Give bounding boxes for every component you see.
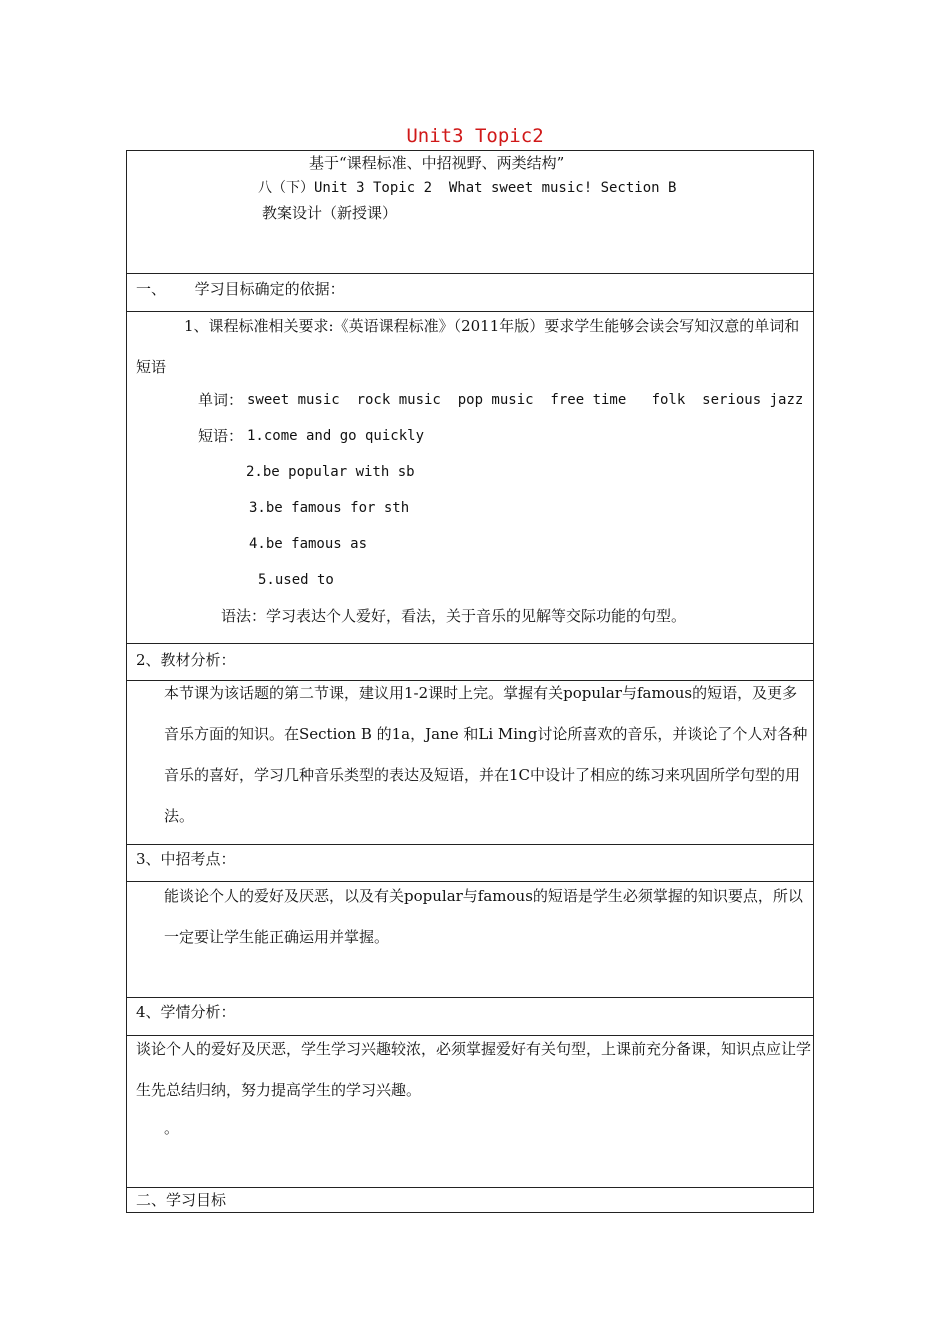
phrases-label: 短语： [198, 427, 244, 445]
phrase-item: 3.be famous for sth [249, 500, 410, 516]
header-line-3: 教案设计（新授课） [262, 204, 398, 222]
textbook-analysis [136, 673, 812, 837]
document-title: Unit3 Topic2 [406, 125, 544, 147]
header-line-2: 八（下）Unit 3 Topic 2 What sweet music! Section B [258, 180, 677, 196]
section-1-heading: 一、 学习目标确定的依据： [136, 280, 345, 298]
section-4-body-cell [127, 1035, 813, 1187]
phrase-item: 4.be famous as [249, 536, 368, 552]
section-2-heading: 2、教材分析： [136, 651, 236, 669]
trailing-mark: 。 [164, 1119, 180, 1137]
section-5-heading-cell [127, 1187, 813, 1212]
section-3-body-cell [127, 881, 813, 997]
header-line-1: 基于“课程标准、中招视野、两类结构” [309, 154, 565, 172]
section-4-heading: 4、学情分析： [136, 1003, 236, 1021]
section-3-heading: 3、中招考点： [136, 850, 236, 868]
phrase-item: 2.be popular with sb [246, 464, 415, 480]
phrase-item: 1.come and go quickly [247, 428, 425, 444]
words-list: sweet music rock music pop music free time folk serious jazz [247, 392, 804, 408]
textbook-analysis-text: 本节课为该话题的第二节课，建议用1-2课时上完。掌握有关popular与famous的短语，及更多音乐方面的知识。在Section B 的1a，Jane 和Li Ming讨论所喜欢的音乐，并谈论了个人对各种音乐的喜好，学习几种音乐类型的表达及短语，并在1C中设计了相应的练习来巩固所学句型的用法。 [164, 684, 808, 825]
section-5-heading: 二、学习目标 [136, 1191, 227, 1209]
curriculum-requirement: 1、课程标准相关要求:《英语课程标准》（2011年版）要求学生能够会读会写知汉意的单词和短语 [136, 317, 800, 376]
exam-points-text: 能谈论个人的爱好及厌恶，以及有关popular与famous的短语是学生必须掌握的知识要点，所以一定要让学生能正确运用并掌握。 [164, 887, 803, 946]
words-label: 单词： [198, 391, 244, 409]
header-cell [127, 151, 813, 273]
phrase-item: 5.used to [258, 572, 334, 588]
section-2-body-cell [127, 680, 813, 844]
grammar-note: 语法：学习表达个人爱好，看法，关于音乐的见解等交际功能的句型。 [221, 607, 687, 625]
lesson-plan-table [126, 150, 814, 1213]
student-analysis: 谈论个人的爱好及厌恶，学生学习兴趣较浓，必须掌握爱好有关句型，上课前充分备课，知识点应让学生先总结归纳，努力提高学生的学习兴趣。 [136, 1040, 812, 1099]
exam-points [136, 876, 812, 958]
section-1-body-cell [127, 311, 813, 643]
